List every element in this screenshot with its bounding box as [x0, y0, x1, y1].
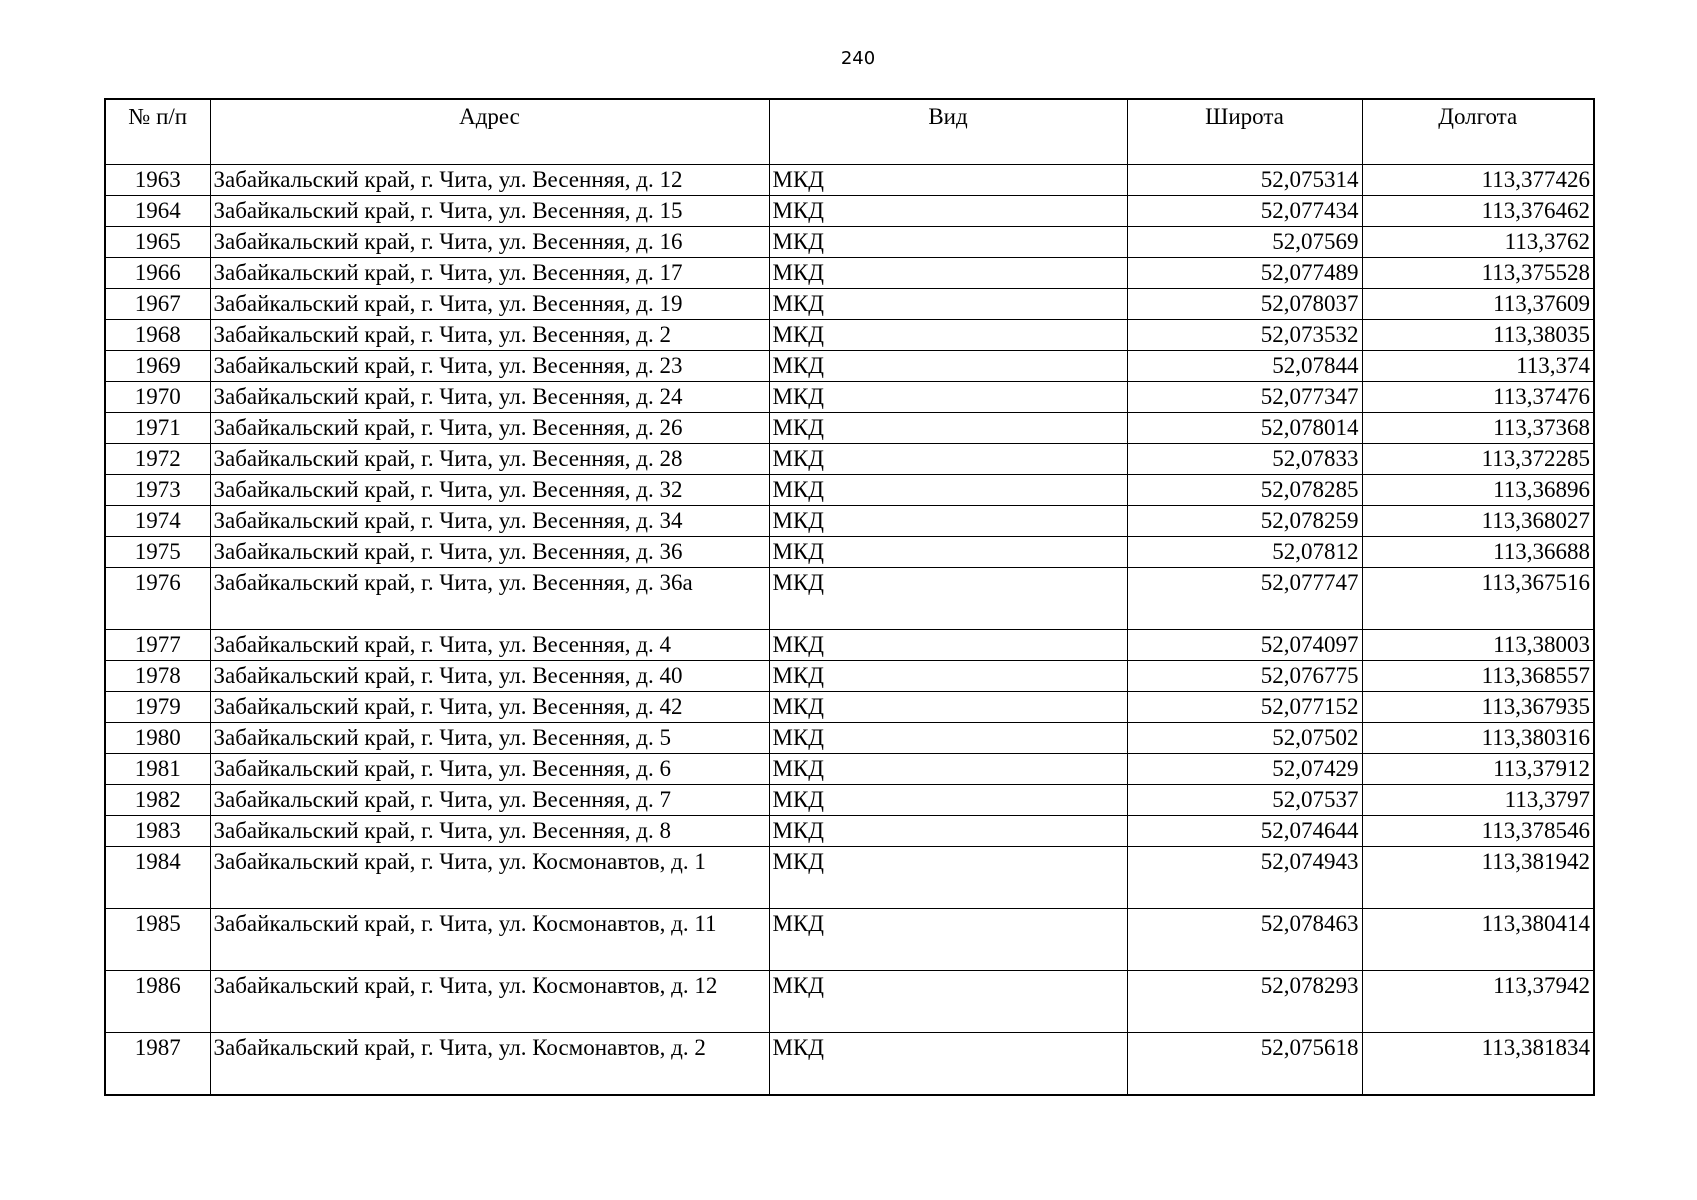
cell-kind: МКД: [769, 723, 1127, 754]
cell-latitude: 52,07429: [1127, 754, 1362, 785]
cell-num: 1963: [105, 165, 210, 196]
cell-latitude: 52,074943: [1127, 847, 1362, 909]
cell-address: Забайкальский край, г. Чита, ул. Весенняя, д. 36а: [210, 568, 769, 630]
table-header-row: [105, 99, 1594, 165]
cell-latitude: 52,07537: [1127, 785, 1362, 816]
table-row: [105, 506, 1594, 537]
cell-kind: МКД: [769, 444, 1127, 475]
table-row: [105, 351, 1594, 382]
cell-address: Забайкальский край, г. Чита, ул. Весенняя, д. 24: [210, 382, 769, 413]
cell-address: Забайкальский край, г. Чита, ул. Весенняя, д. 32: [210, 475, 769, 506]
cell-kind: МКД: [769, 661, 1127, 692]
table-row: [105, 723, 1594, 754]
cell-address: Забайкальский край, г. Чита, ул. Весенняя, д. 19: [210, 289, 769, 320]
cell-num: 1973: [105, 475, 210, 506]
cell-latitude: 52,078037: [1127, 289, 1362, 320]
cell-latitude: 52,07833: [1127, 444, 1362, 475]
column-header-longitude: Долгота: [1362, 99, 1594, 165]
cell-num: 1980: [105, 723, 210, 754]
cell-address: Забайкальский край, г. Чита, ул. Весенняя, д. 26: [210, 413, 769, 444]
cell-kind: МКД: [769, 196, 1127, 227]
cell-num: 1987: [105, 1033, 210, 1095]
cell-num: 1967: [105, 289, 210, 320]
cell-latitude: 52,074097: [1127, 630, 1362, 661]
cell-address: Забайкальский край, г. Чита, ул. Космонавтов, д. 11: [210, 909, 769, 971]
column-header-num: № п/п: [105, 99, 210, 165]
cell-num: 1966: [105, 258, 210, 289]
cell-num: 1977: [105, 630, 210, 661]
cell-address: Забайкальский край, г. Чита, ул. Весенняя, д. 17: [210, 258, 769, 289]
table-row: [105, 630, 1594, 661]
cell-num: 1974: [105, 506, 210, 537]
table-row: [105, 1033, 1594, 1095]
cell-kind: МКД: [769, 351, 1127, 382]
table-row: [105, 196, 1594, 227]
address-table: [104, 98, 1595, 1096]
cell-kind: МКД: [769, 506, 1127, 537]
cell-address: Забайкальский край, г. Чита, ул. Весенняя, д. 36: [210, 537, 769, 568]
cell-latitude: 52,076775: [1127, 661, 1362, 692]
cell-kind: МКД: [769, 909, 1127, 971]
column-header-kind: Вид: [769, 99, 1127, 165]
cell-num: 1985: [105, 909, 210, 971]
table-body: [105, 165, 1594, 1095]
cell-address: Забайкальский край, г. Чита, ул. Космонавтов, д. 2: [210, 1033, 769, 1095]
cell-num: 1986: [105, 971, 210, 1033]
table-row: [105, 320, 1594, 351]
cell-address: Забайкальский край, г. Чита, ул. Весенняя, д. 12: [210, 165, 769, 196]
cell-longitude: 113,374: [1362, 351, 1594, 382]
cell-latitude: 52,07502: [1127, 723, 1362, 754]
cell-longitude: 113,38035: [1362, 320, 1594, 351]
cell-num: 1981: [105, 754, 210, 785]
cell-longitude: 113,367935: [1362, 692, 1594, 723]
cell-longitude: 113,37368: [1362, 413, 1594, 444]
cell-kind: МКД: [769, 630, 1127, 661]
cell-address: Забайкальский край, г. Чита, ул. Весенняя, д. 16: [210, 227, 769, 258]
cell-address: Забайкальский край, г. Чита, ул. Весенняя, д. 28: [210, 444, 769, 475]
cell-latitude: 52,073532: [1127, 320, 1362, 351]
table-row: [105, 661, 1594, 692]
cell-num: 1983: [105, 816, 210, 847]
cell-longitude: 113,372285: [1362, 444, 1594, 475]
cell-kind: МКД: [769, 227, 1127, 258]
table-row: [105, 909, 1594, 971]
cell-kind: МКД: [769, 537, 1127, 568]
cell-longitude: 113,36688: [1362, 537, 1594, 568]
cell-kind: МКД: [769, 413, 1127, 444]
cell-latitude: 52,077489: [1127, 258, 1362, 289]
cell-address: Забайкальский край, г. Чита, ул. Весенняя, д. 34: [210, 506, 769, 537]
cell-num: 1968: [105, 320, 210, 351]
cell-num: 1984: [105, 847, 210, 909]
table-row: [105, 413, 1594, 444]
table-row: [105, 165, 1594, 196]
cell-longitude: 113,37476: [1362, 382, 1594, 413]
table-row: [105, 227, 1594, 258]
table-row: [105, 382, 1594, 413]
cell-num: 1970: [105, 382, 210, 413]
cell-latitude: 52,078014: [1127, 413, 1362, 444]
cell-longitude: 113,37912: [1362, 754, 1594, 785]
cell-longitude: 113,3797: [1362, 785, 1594, 816]
column-header-address: Адрес: [210, 99, 769, 165]
table-row: [105, 289, 1594, 320]
cell-address: Забайкальский край, г. Чита, ул. Весенняя, д. 5: [210, 723, 769, 754]
cell-longitude: 113,381834: [1362, 1033, 1594, 1095]
cell-kind: МКД: [769, 971, 1127, 1033]
cell-num: 1971: [105, 413, 210, 444]
cell-longitude: 113,37609: [1362, 289, 1594, 320]
table-row: [105, 475, 1594, 506]
cell-latitude: 52,078285: [1127, 475, 1362, 506]
cell-kind: МКД: [769, 475, 1127, 506]
table-row: [105, 537, 1594, 568]
cell-num: 1965: [105, 227, 210, 258]
cell-kind: МКД: [769, 320, 1127, 351]
cell-longitude: 113,380316: [1362, 723, 1594, 754]
cell-address: Забайкальский край, г. Чита, ул. Весенняя, д. 2: [210, 320, 769, 351]
cell-kind: МКД: [769, 847, 1127, 909]
cell-address: Забайкальский край, г. Чита, ул. Весенняя, д. 4: [210, 630, 769, 661]
cell-kind: МКД: [769, 785, 1127, 816]
cell-address: Забайкальский край, г. Чита, ул. Космонавтов, д. 12: [210, 971, 769, 1033]
table-row: [105, 816, 1594, 847]
cell-address: Забайкальский край, г. Чита, ул. Весенняя, д. 15: [210, 196, 769, 227]
cell-kind: МКД: [769, 165, 1127, 196]
cell-latitude: 52,075314: [1127, 165, 1362, 196]
cell-kind: МКД: [769, 692, 1127, 723]
cell-latitude: 52,077747: [1127, 568, 1362, 630]
cell-kind: МКД: [769, 258, 1127, 289]
cell-latitude: 52,07812: [1127, 537, 1362, 568]
cell-address: Забайкальский край, г. Чита, ул. Весенняя, д. 8: [210, 816, 769, 847]
cell-latitude: 52,074644: [1127, 816, 1362, 847]
table-row: [105, 692, 1594, 723]
cell-num: 1978: [105, 661, 210, 692]
cell-address: Забайкальский край, г. Чита, ул. Весенняя, д. 23: [210, 351, 769, 382]
cell-latitude: 52,078259: [1127, 506, 1362, 537]
cell-longitude: 113,36896: [1362, 475, 1594, 506]
cell-longitude: 113,368557: [1362, 661, 1594, 692]
cell-longitude: 113,375528: [1362, 258, 1594, 289]
cell-latitude: 52,07844: [1127, 351, 1362, 382]
cell-num: 1982: [105, 785, 210, 816]
table-row: [105, 785, 1594, 816]
cell-longitude: 113,380414: [1362, 909, 1594, 971]
cell-longitude: 113,381942: [1362, 847, 1594, 909]
table-row: [105, 754, 1594, 785]
cell-address: Забайкальский край, г. Чита, ул. Космонавтов, д. 1: [210, 847, 769, 909]
cell-kind: МКД: [769, 289, 1127, 320]
cell-kind: МКД: [769, 382, 1127, 413]
cell-longitude: 113,376462: [1362, 196, 1594, 227]
cell-address: Забайкальский край, г. Чита, ул. Весенняя, д. 40: [210, 661, 769, 692]
cell-latitude: 52,07569: [1127, 227, 1362, 258]
table-row: [105, 847, 1594, 909]
cell-latitude: 52,077152: [1127, 692, 1362, 723]
cell-num: 1979: [105, 692, 210, 723]
cell-latitude: 52,075618: [1127, 1033, 1362, 1095]
cell-longitude: 113,378546: [1362, 816, 1594, 847]
page-number: 240: [840, 48, 876, 69]
cell-num: 1976: [105, 568, 210, 630]
cell-num: 1972: [105, 444, 210, 475]
cell-longitude: 113,367516: [1362, 568, 1594, 630]
cell-longitude: 113,3762: [1362, 227, 1594, 258]
cell-latitude: 52,078463: [1127, 909, 1362, 971]
table-row: [105, 444, 1594, 475]
table-row: [105, 258, 1594, 289]
cell-longitude: 113,368027: [1362, 506, 1594, 537]
cell-longitude: 113,377426: [1362, 165, 1594, 196]
cell-longitude: 113,38003: [1362, 630, 1594, 661]
table-row: [105, 971, 1594, 1033]
cell-num: 1975: [105, 537, 210, 568]
cell-kind: МКД: [769, 568, 1127, 630]
cell-address: Забайкальский край, г. Чита, ул. Весенняя, д. 7: [210, 785, 769, 816]
cell-num: 1969: [105, 351, 210, 382]
cell-latitude: 52,078293: [1127, 971, 1362, 1033]
cell-kind: МКД: [769, 816, 1127, 847]
cell-longitude: 113,37942: [1362, 971, 1594, 1033]
column-header-latitude: Широта: [1127, 99, 1362, 165]
cell-address: Забайкальский край, г. Чита, ул. Весенняя, д. 6: [210, 754, 769, 785]
cell-kind: МКД: [769, 1033, 1127, 1095]
cell-latitude: 52,077434: [1127, 196, 1362, 227]
cell-num: 1964: [105, 196, 210, 227]
cell-kind: МКД: [769, 754, 1127, 785]
cell-latitude: 52,077347: [1127, 382, 1362, 413]
table-row: [105, 568, 1594, 630]
cell-address: Забайкальский край, г. Чита, ул. Весенняя, д. 42: [210, 692, 769, 723]
